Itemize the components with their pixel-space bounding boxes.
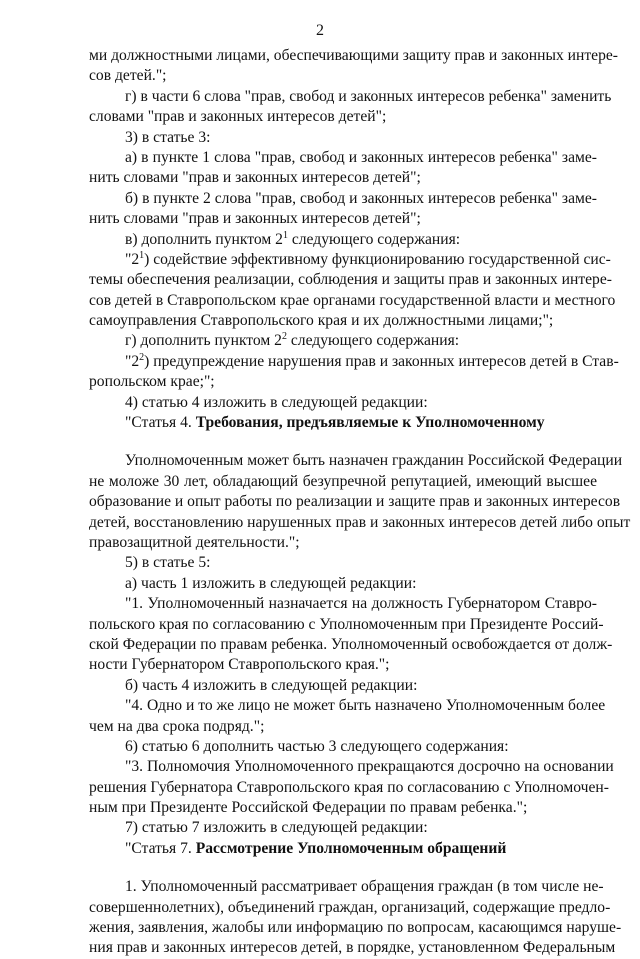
text-line: ности Губернатором Ставропольского края."; — [89, 656, 390, 674]
text-line: 6) статью 6 дополнить частью 3 следующего содержания: — [125, 737, 509, 755]
text-line: нить словами "прав и законных интересов детей"; — [89, 210, 421, 228]
text-line: г) в части 6 слова "прав, свобод и законных интересов ребенка" заменить — [125, 87, 612, 105]
text-line: чем на два срока подряд."; — [89, 717, 265, 735]
article-title: Рассмотрение Уполномоченным обращений — [195, 839, 507, 857]
article-number: "Статья 4. — [125, 414, 196, 432]
text-line: ми должностными лицами, обеспечивающими защиту прав и законных интере- — [89, 47, 618, 64]
text-line: детей, восстановлению нарушенных прав и законных интересов детей либо опыт — [89, 513, 631, 531]
text-line — [89, 230, 597, 250]
line-text: следующего содержания: — [286, 332, 460, 350]
line-text: в) дополнить пунктом 2 — [125, 230, 283, 248]
text-line: правозащитной деятельности."; — [89, 533, 300, 551]
line-text: ) предупреждение нарушения прав и законных интересов детей в Став- — [144, 352, 619, 370]
text-line: "4. Одно и то же лицо не может быть назначено Уполномоченным более — [125, 697, 606, 715]
text-line: 4) статью 4 изложить в следующей редакции: — [125, 393, 428, 411]
superscript: 2 — [281, 331, 287, 343]
line-text: "2 — [125, 250, 140, 268]
text-line: польского края по согласованию с Уполномоченным при Президенте Россий- — [89, 615, 604, 633]
text-line: б) часть 4 изложить в следующей редакции: — [125, 676, 418, 694]
text-line: ропольском крае;"; — [89, 373, 215, 391]
spacer — [89, 859, 597, 877]
article-number: "Статья 7. — [125, 839, 196, 857]
line-text: г) дополнить пунктом 2 — [125, 332, 282, 350]
text-line: 5) в статье 5: — [125, 554, 211, 572]
text-line: жения, заявления, жалобы или информацию по вопросам, касающимся наруше- — [89, 919, 622, 937]
article-title: Требования, предъявляемые к Уполномоченному — [195, 414, 545, 432]
text-line: не моложе 30 лет, обладающий безупречной репутацией, имеющий высшее — [89, 472, 597, 490]
article-heading — [89, 839, 597, 859]
text-line: б) в пункте 2 слова "прав, свобод и законных интересов ребенка" заме- — [125, 189, 597, 207]
text-line: ской Федерации по правам ребенка. Уполномоченный освобождается от долж- — [89, 635, 613, 653]
text-line: сов детей."; — [89, 67, 167, 85]
text-line — [89, 249, 611, 270]
text-line: совершеннолетних), объединений граждан, организаций, содержащие предло- — [89, 898, 611, 916]
text-line: а) в пункте 1 слова "прав, свобод и законных интересов ребенка" заме- — [125, 148, 597, 166]
text-line — [89, 331, 597, 351]
text-line: 3) в статье 3: — [125, 128, 211, 146]
superscript: 1 — [139, 249, 145, 261]
text-line: 1. Уполномоченный рассматривает обращения граждан (в том числе не- — [125, 878, 604, 896]
text-line: 7) статью 7 изложить в следующей редакции: — [125, 819, 428, 837]
line-text: следующего содержания: — [287, 230, 461, 248]
spacer — [89, 433, 597, 451]
superscript: 1 — [282, 229, 288, 241]
text-line: сов детей в Ставропольском крае органами государственной власти и местного — [89, 291, 616, 309]
text-line: темы обеспечения реализации, соблюдения и защиты прав и законных интере- — [89, 271, 612, 289]
text-line: решения Губернатора Ставропольского края по согласованию с Уполномочен- — [89, 778, 609, 796]
text-line: словами "прав и законных интересов детей"; — [89, 108, 387, 126]
article-heading — [89, 413, 597, 433]
text-line: самоуправления Ставропольского края и их должностными лицами;"; — [89, 312, 554, 330]
text-line: а) часть 1 изложить в следующей редакции: — [125, 574, 417, 592]
text-line: нить словами "прав и законных интересов детей"; — [89, 169, 421, 187]
text-line — [89, 351, 619, 372]
text-line: "3. Полномочия Уполномоченного прекращаются досрочно на основании — [125, 758, 614, 776]
text-line: Уполномоченным может быть назначен гражданин Российской Федерации — [125, 452, 623, 470]
text-line: "1. Уполномоченный назначается на должность Губернатором Ставро- — [125, 595, 597, 613]
line-text: "2 — [125, 352, 140, 370]
superscript: 2 — [139, 351, 145, 363]
page-number: 2 — [316, 22, 324, 39]
text-line: ным при Президенте Российской Федерации по правам ребенка."; — [89, 799, 528, 817]
document-body — [89, 46, 631, 959]
text-line: ния прав и законных интересов детей, в порядке, установленном Федеральным — [89, 939, 616, 957]
text-line: образование и опыт работы по реализации и защите прав и законных интересов — [89, 493, 621, 511]
line-text: ) содействие эффективному функционированию государственной сис- — [144, 250, 611, 268]
